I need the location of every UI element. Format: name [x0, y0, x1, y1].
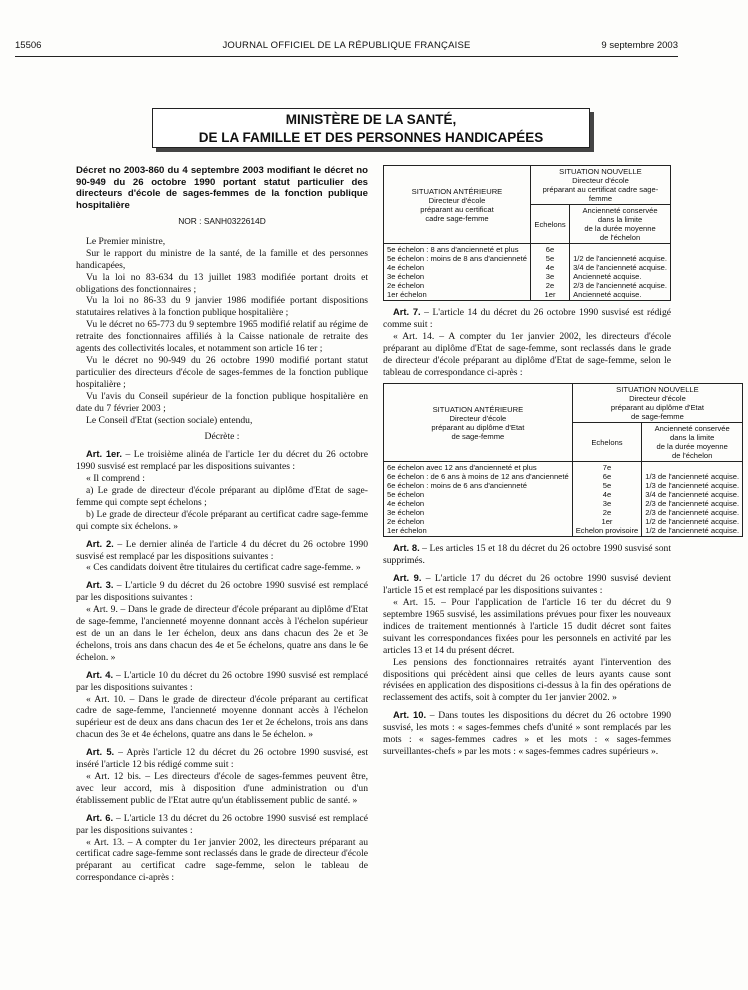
article-label: Art. 9.: [393, 572, 422, 584]
article-label: Art. 7.: [393, 306, 421, 317]
article-text: – Après l'article 12 du décret du 26 octobre 1990 susvisé, est inséré l'article 12 bis rédigé comme suit :: [76, 747, 368, 771]
article-quote: « Il comprend :: [86, 473, 145, 485]
column-anciennete: [642, 462, 743, 537]
preamble-paragraph: Le Conseil d'Etat (section sociale) entendu,: [86, 414, 253, 426]
article-text: – L'article 9 du décret du 26 octobre 1990 susvisé est remplacé par les dispositions suivantes :: [76, 580, 368, 604]
table-cell: 1/2 de l'ancienneté acquise.: [645, 526, 740, 536]
article-paragraph: [76, 746, 368, 771]
table-cell: 2/3 de l'ancienneté acquise.: [573, 281, 667, 290]
table-cell: 4e échelon: [387, 263, 425, 272]
publication-date: 9 septembre 2003: [601, 40, 678, 51]
article-quote: « Art. 10. – Dans le grade de directeur d'école préparant au certificat cadre de sage-femme, l'ancienneté moyenne donnant accès à l'échelon supérieur est de deux ans dans chacun des 1er et 2e échelons, trois ans dans chacun des 3e et 4e échelons, quatre ans dans le 5e échelon. »: [76, 693, 368, 741]
table-cell: 1/2 de l'ancienneté acquise.: [573, 254, 667, 263]
article-text: – L'article 10 du décret du 26 octobre 1990 susvisé est remplacé par les dispositions suivantes :: [76, 669, 368, 693]
spacer: [76, 884, 368, 889]
reclassement-table: [383, 383, 743, 537]
articles-left: [76, 448, 368, 889]
header-echelons: Echelons: [572, 423, 641, 462]
table-cell: 1er: [544, 290, 556, 299]
table-cell: 3e échelon: [387, 508, 425, 518]
table-cell: 1er échelon: [387, 526, 427, 536]
article-text: – Dans toutes les dispositions du décret du 26 octobre 1990 susvisé, les mots : « sages-femmes chefs d'unité » sont remplacés par les mots : « sages-femmes cadres » et les mots : « sages-femmes surveillantes-chefs » par les mots : « sages-femmes cadres supérieurs ».: [383, 710, 671, 757]
table-cell: 2e: [545, 281, 555, 290]
article-quote: « Art. 15. – Pour l'application de l'article 16 ter du décret du 9 septembre 1965 susvisé, les assimilations prévues pour fixer les nouveaux indices de traitement mentionnés à l'article 15 dudit décret sont faites suivant les correspondances fixées pour les personnels en activité par les articles 13 et 14 du présent décret.: [383, 597, 671, 656]
article-quote: Les pensions des fonctionnaires retraités ayant l'intervention des dispositions qui précèdent ainsi que celles de leurs ayants cause sont révisées en application des dispositions ci-dessus à la fin des opérations de reclassement des actifs, soit à compter du 1er janvier 2002. »: [383, 656, 671, 704]
header-anciennete: Ancienneté conservée dans la limite de la durée moyenne de l'échelon: [570, 205, 671, 244]
header-anciennete: Ancienneté conservée dans la limite de la durée moyenne de l'échelon: [642, 423, 743, 462]
article-7: [383, 306, 671, 331]
article-label: Art. 10.: [393, 709, 427, 721]
article-7-quote: « Art. 14. – A compter du 1er janvier 2002, les directeurs d'école préparant au diplôme d'Etat de sage-femme, sont reclassés dans le grade de directeur d'école préparant au diplôme d'Etat de sage-femme, selon le tableau de correspondance ci-après :: [383, 330, 671, 378]
table-cell: Echelon provisoire: [575, 526, 639, 536]
table-cell: 3/4 de l'ancienneté acquise.: [573, 263, 667, 272]
articles-right: [383, 542, 671, 762]
table-cell: 5e échelon: [387, 490, 425, 500]
article-quote: « Ces candidats doivent être titulaires du certificat cadre sage-femme. »: [86, 562, 361, 574]
table-cell: [573, 245, 667, 254]
table-cell: 1/2 de l'ancienneté acquise.: [645, 517, 740, 527]
table-cell: 4e: [545, 263, 555, 272]
table-cell: Ancienneté acquise.: [573, 290, 642, 299]
nor-reference: NOR : SANH0322614D: [178, 216, 266, 226]
preamble: [76, 236, 368, 427]
header-situation-nouvelle: SITUATION NOUVELLE Directeur d'école préparant au certificat cadre sage-femme: [530, 166, 670, 205]
column-echelons: [530, 244, 569, 301]
article-text: – Les articles 15 et 18 du décret du 26 octobre 1990 susvisé sont supprimés.: [383, 543, 671, 567]
preamble-paragraph: Vu la loi no 83-634 du 13 juillet 1983 modifiée portant droits et obligations des fonctionnaires ;: [76, 271, 368, 295]
header-echelons: Echelons: [530, 205, 569, 244]
article-text: – Le dernier alinéa de l'article 4 du décret du 26 octobre 1990 susvisé est remplacé par les dispositions suivantes :: [76, 538, 368, 562]
table-cell: 3/4 de l'ancienneté acquise.: [645, 490, 740, 500]
article-paragraph: [383, 542, 671, 567]
article-paragraph: [76, 448, 368, 473]
header-situation-anterieure: SITUATION ANTÉRIEURE Directeur d'école préparant au diplôme d'Etat de sage-femme: [384, 384, 573, 462]
header-situation-nouvelle: SITUATION NOUVELLE Directeur d'école préparant au diplôme d'Etat de sage-femme: [572, 384, 742, 423]
table-reclassement-certificat: [383, 165, 671, 301]
left-column: [76, 165, 368, 889]
article-paragraph: [76, 812, 368, 837]
decrete: Décrète :: [204, 431, 240, 443]
reclassement-table: [383, 165, 671, 301]
article-paragraph: [76, 669, 368, 694]
preamble-paragraph: Vu le décret no 65-773 du 9 septembre 1965 modifié relatif au régime de retraite des fonctionnaires affiliés à la Caisse nationale de retraite des agents des collectivités locales, et notamment son article 16 ter ;: [76, 319, 368, 355]
preamble-paragraph: Sur le rapport du ministre de la santé, de la famille et des personnes handicapées,: [76, 247, 368, 271]
table-cell: [645, 463, 739, 472]
table-cell: 5e: [545, 254, 555, 263]
journal-title: JOURNAL OFFICIEL DE LA RÉPUBLIQUE FRANÇAISE: [222, 40, 471, 51]
table-cell: 4e: [602, 490, 612, 500]
table-cell: Ancienneté acquise.: [573, 272, 642, 281]
table-cell: 6e échelon avec 12 ans d'ancienneté et plus: [387, 463, 537, 473]
article-label: Art. 1er.: [86, 448, 122, 460]
article-paragraph: [383, 709, 671, 758]
article-quote: b) Le grade de directeur d'école préparant au certificat cadre sage-femme qui compte six échelons. »: [76, 508, 368, 532]
table-cell: 1/3 de l'ancienneté acquise.: [645, 472, 740, 482]
article-label: Art. 2.: [86, 537, 114, 549]
preamble-paragraph: Vu la loi no 86-33 du 9 janvier 1986 modifiée portant dispositions statutaires relatives à la fonction publique hospitalière ;: [76, 295, 368, 319]
article-label: Art. 8.: [393, 542, 420, 554]
table-cell: 7e: [602, 463, 612, 473]
article-text: – L'article 14 du décret du 26 octobre 1990 susvisé est rédigé comme suit :: [383, 307, 671, 330]
article-text: – Le troisième alinéa de l'article 1er du décret du 26 octobre 1990 susvisé est remplacé par les dispositions suivantes :: [76, 449, 368, 473]
article-text: – L'article 17 du décret du 26 octobre 1990 susvisé devient l'article 15 et est remplacé par les dispositions suivantes :: [383, 573, 671, 597]
article-paragraph: [76, 579, 368, 604]
table-cell: 1er échelon: [387, 290, 427, 299]
header-situation-anterieure: SITUATION ANTÉRIEURE Directeur d'école préparant au certificat cadre sage-femme: [384, 166, 531, 244]
table-cell: 2/3 de l'ancienneté acquise.: [645, 499, 740, 509]
table-cell: 1er: [601, 517, 613, 527]
table-cell: 6e échelon : de 6 ans à moins de 12 ans d'ancienneté: [387, 472, 569, 482]
table-cell: 6e: [602, 472, 612, 482]
table-cell: 6e: [545, 245, 555, 254]
column-echelons: [572, 462, 641, 537]
spacer: [383, 758, 671, 763]
article-quote: « Art. 12 bis. – Les directeurs d'école de sages-femmes peuvent être, avec leur accord, mis à disposition d'une administration ou d'un établissement public de l'Etat autre qu'un établissement public de santé. »: [76, 770, 368, 806]
table-cell: 4e échelon: [387, 499, 425, 509]
right-column: [383, 165, 740, 763]
ministry-line-1: MINISTÈRE DE LA SANTÉ,: [285, 112, 457, 127]
table-cell: 1/3 de l'ancienneté acquise.: [645, 481, 740, 491]
table-cell: 5e: [602, 481, 612, 491]
table-cell: 2e: [602, 508, 612, 518]
table-cell: 2e échelon: [387, 281, 425, 290]
preamble-paragraph: Le Premier ministre,: [86, 235, 166, 247]
article-quote: « Art. 9. – Dans le grade de directeur d'école préparant au diplôme d'Etat de sage-femme, l'ancienneté moyenne donnant accès à l'échelon supérieur est de un an dans le 1er échelon, deux ans dans chacun des 2e et 3e échelons, trois ans dans chacun des 4e et 5e échelons, quatre ans dans le 6e échelon. »: [76, 604, 368, 663]
preamble-paragraph: Vu le décret no 90-949 du 26 octobre 1990 modifié portant statut particulier des directeurs d'école de sages-femmes de la fonction publique hospitalière ;: [76, 354, 368, 390]
table-cell: 5e échelon : 8 ans d'ancienneté et plus: [387, 245, 519, 254]
page-header: [15, 40, 678, 54]
article-label: Art. 5.: [86, 746, 115, 758]
article-paragraph: [383, 572, 671, 597]
article-quote: a) Le grade de directeur d'école préparant au diplôme d'Etat de sage-femme qui compte sept échelons ;: [76, 485, 368, 508]
table-cell: 2/3 de l'ancienneté acquise.: [645, 508, 740, 518]
table-cell: 5e échelon : moins de 8 ans d'ancienneté: [387, 254, 527, 263]
article-label: Art. 6.: [86, 811, 114, 823]
table-reclassement-diplome: [383, 383, 740, 537]
ministry-line-2: DE LA FAMILLE ET DES PERSONNES HANDICAPÉES: [198, 130, 544, 145]
page-number: 15506: [15, 40, 42, 51]
article-text: – L'article 13 du décret du 26 octobre 1990 susvisé est remplacé par les dispositions suivantes :: [76, 812, 368, 836]
table-cell: 3e: [602, 499, 612, 509]
article-quote: « Art. 13. – A compter du 1er janvier 2002, les directeurs préparant au certificat cadre sage-femme sont reclassés dans le grade de directeur d'école préparant au certificat cadre sage-femme, selon le tableau de correspondance ci-après :: [76, 836, 368, 884]
column-anterieure: [384, 462, 573, 537]
article-label: Art. 4.: [86, 668, 114, 680]
table-cell: 3e: [545, 272, 555, 281]
article-label: Art. 3.: [86, 579, 114, 591]
article-paragraph: [76, 538, 368, 563]
preamble-paragraph: Vu l'avis du Conseil supérieur de la fonction publique hospitalière en date du 7 février 2003 ;: [76, 390, 368, 414]
ministry-box: [152, 108, 590, 148]
table-cell: 6e échelon : moins de 6 ans d'ancienneté: [387, 481, 527, 491]
column-anciennete: [570, 244, 671, 301]
column-anterieure: [384, 244, 531, 301]
table-cell: 2e échelon: [387, 517, 425, 527]
header-rule: [15, 56, 678, 57]
decree-title: Décret no 2003-860 du 4 septembre 2003 modifiant le décret no 90-949 du 26 octobre 1990 portant statut particulier des directeurs d'école de sages-femmes de la fonction publique hospitalière: [76, 165, 368, 211]
table-cell: 3e échelon: [387, 272, 425, 281]
